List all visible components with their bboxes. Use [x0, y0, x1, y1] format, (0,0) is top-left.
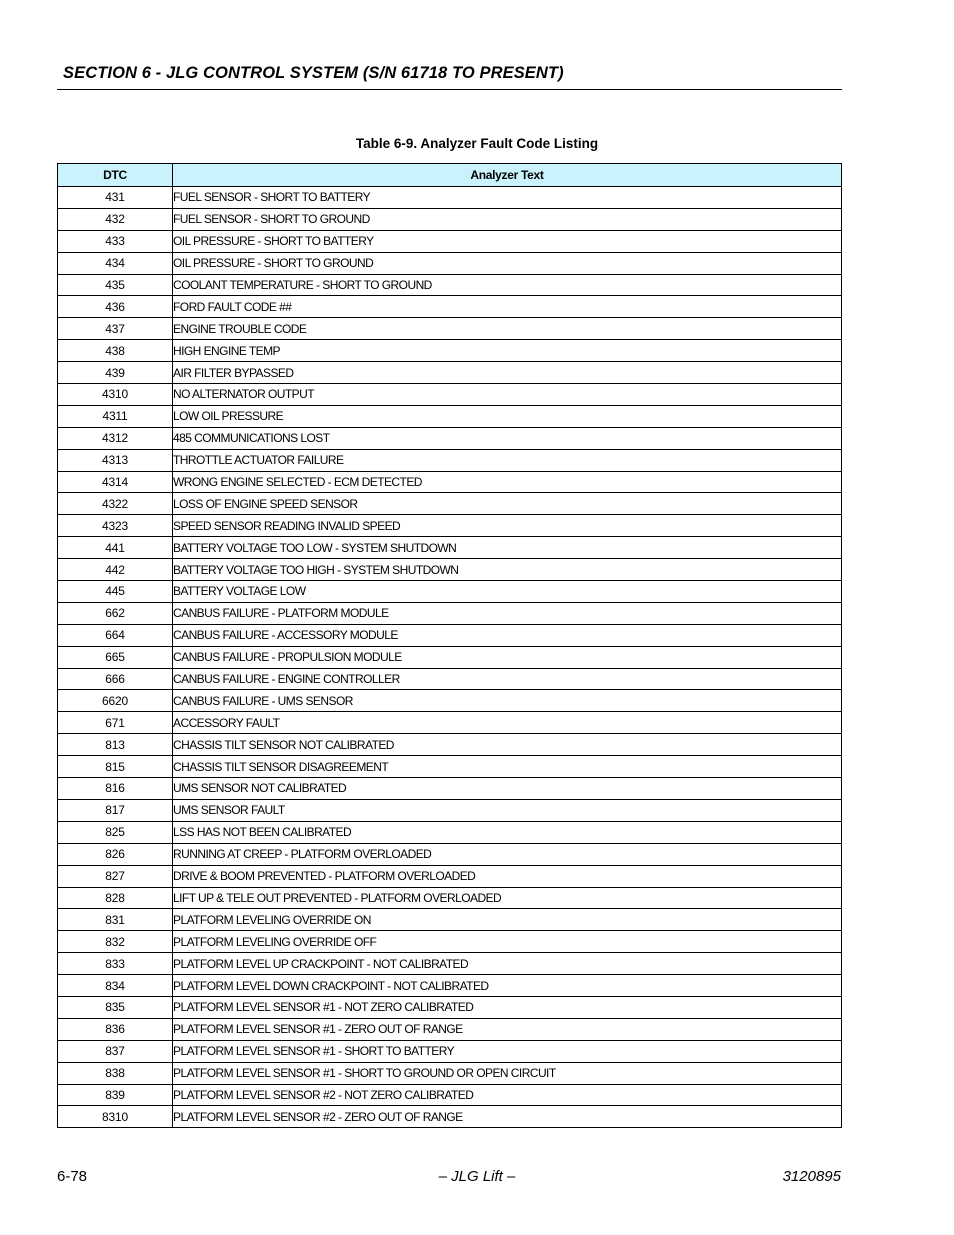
analyzer-text-cell: OIL PRESSURE - SHORT TO BATTERY — [173, 230, 842, 252]
dtc-cell: 826 — [58, 843, 173, 865]
table-row — [58, 471, 842, 493]
dtc-cell: 4323 — [58, 515, 173, 537]
dtc-cell: 825 — [58, 821, 173, 843]
footer-brand: – JLG Lift – — [438, 1168, 516, 1185]
table-row — [58, 493, 842, 515]
table-row — [58, 296, 842, 318]
dtc-cell: 833 — [58, 953, 173, 975]
analyzer-text-cell: CANBUS FAILURE - ACCESSORY MODULE — [173, 624, 842, 646]
table-row — [58, 384, 842, 406]
dtc-cell: 832 — [58, 931, 173, 953]
table-row — [58, 996, 842, 1018]
dtc-cell: 838 — [58, 1062, 173, 1084]
section-title: SECTION 6 - JLG CONTROL SYSTEM (S/N 61718 TO PRESENT) — [63, 64, 564, 82]
dtc-cell: 831 — [58, 909, 173, 931]
analyzer-text-cell: ENGINE TROUBLE CODE — [173, 318, 842, 340]
table-row — [58, 690, 842, 712]
analyzer-text-cell: PLATFORM LEVEL SENSOR #1 - NOT ZERO CALIBRATED — [173, 996, 842, 1018]
table-row — [58, 646, 842, 668]
dtc-cell: 436 — [58, 296, 173, 318]
dtc-cell: 664 — [58, 624, 173, 646]
page-number: 6-78 — [57, 1168, 88, 1185]
dtc-cell: 4310 — [58, 384, 173, 406]
analyzer-text-cell: PLATFORM LEVELING OVERRIDE ON — [173, 909, 842, 931]
table-row — [58, 1040, 842, 1062]
analyzer-text-cell: THROTTLE ACTUATOR FAILURE — [173, 449, 842, 471]
table-row — [58, 559, 842, 581]
analyzer-text-cell: CANBUS FAILURE - PROPULSION MODULE — [173, 646, 842, 668]
table-row — [58, 362, 842, 384]
table-body — [58, 187, 842, 1128]
analyzer-text-cell: PLATFORM LEVEL UP CRACKPOINT - NOT CALIBRATED — [173, 953, 842, 975]
dtc-cell: 433 — [58, 230, 173, 252]
table-row — [58, 843, 842, 865]
analyzer-text-cell: DRIVE & BOOM PREVENTED - PLATFORM OVERLOADED — [173, 865, 842, 887]
table-row — [58, 734, 842, 756]
fault-code-table — [57, 163, 842, 1128]
analyzer-text-cell: LOW OIL PRESSURE — [173, 405, 842, 427]
table-row — [58, 821, 842, 843]
dtc-cell: 828 — [58, 887, 173, 909]
table-row — [58, 953, 842, 975]
dtc-cell: 836 — [58, 1018, 173, 1040]
dtc-cell: 439 — [58, 362, 173, 384]
analyzer-text-cell: FUEL SENSOR - SHORT TO GROUND — [173, 208, 842, 230]
dtc-cell: 438 — [58, 340, 173, 362]
table-row — [58, 799, 842, 821]
analyzer-text-cell: FORD FAULT CODE ## — [173, 296, 842, 318]
table-row — [58, 515, 842, 537]
analyzer-text-cell: FUEL SENSOR - SHORT TO BATTERY — [173, 187, 842, 209]
table-row — [58, 865, 842, 887]
dtc-cell: 432 — [58, 208, 173, 230]
dtc-cell: 835 — [58, 996, 173, 1018]
analyzer-text-cell: 485 COMMUNICATIONS LOST — [173, 427, 842, 449]
analyzer-text-cell: LSS HAS NOT BEEN CALIBRATED — [173, 821, 842, 843]
analyzer-text-cell: BATTERY VOLTAGE TOO LOW - SYSTEM SHUTDOWN — [173, 537, 842, 559]
header-divider — [57, 89, 842, 90]
table-row — [58, 756, 842, 778]
analyzer-text-cell: COOLANT TEMPERATURE - SHORT TO GROUND — [173, 274, 842, 296]
table-row — [58, 318, 842, 340]
dtc-cell: 665 — [58, 646, 173, 668]
analyzer-text-cell: PLATFORM LEVEL DOWN CRACKPOINT - NOT CALIBRATED — [173, 975, 842, 997]
analyzer-text-cell: PLATFORM LEVEL SENSOR #1 - SHORT TO BATTERY — [173, 1040, 842, 1062]
analyzer-text-cell: PLATFORM LEVEL SENSOR #1 - SHORT TO GROUND OR OPEN CIRCUIT — [173, 1062, 842, 1084]
column-header-analyzer-text: Analyzer Text — [173, 164, 842, 187]
table-row — [58, 208, 842, 230]
analyzer-text-cell: HIGH ENGINE TEMP — [173, 340, 842, 362]
analyzer-text-cell: RUNNING AT CREEP - PLATFORM OVERLOADED — [173, 843, 842, 865]
analyzer-text-cell: LOSS OF ENGINE SPEED SENSOR — [173, 493, 842, 515]
table-row — [58, 537, 842, 559]
dtc-cell: 4322 — [58, 493, 173, 515]
table-row — [58, 909, 842, 931]
analyzer-text-cell: PLATFORM LEVEL SENSOR #1 - ZERO OUT OF RANGE — [173, 1018, 842, 1040]
dtc-cell: 815 — [58, 756, 173, 778]
table-row — [58, 1018, 842, 1040]
table-row — [58, 1106, 842, 1128]
table-title: Table 6-9. Analyzer Fault Code Listing — [355, 136, 599, 151]
table-row — [58, 712, 842, 734]
dtc-cell: 837 — [58, 1040, 173, 1062]
dtc-cell: 4311 — [58, 405, 173, 427]
analyzer-text-cell: PLATFORM LEVEL SENSOR #2 - NOT ZERO CALIBRATED — [173, 1084, 842, 1106]
analyzer-text-cell: CANBUS FAILURE - UMS SENSOR — [173, 690, 842, 712]
table-row — [58, 252, 842, 274]
analyzer-text-cell: OIL PRESSURE - SHORT TO GROUND — [173, 252, 842, 274]
table-row — [58, 187, 842, 209]
dtc-cell: 4313 — [58, 449, 173, 471]
table-row — [58, 624, 842, 646]
dtc-cell: 671 — [58, 712, 173, 734]
dtc-cell: 817 — [58, 799, 173, 821]
analyzer-text-cell: CHASSIS TILT SENSOR DISAGREEMENT — [173, 756, 842, 778]
dtc-cell: 8310 — [58, 1106, 173, 1128]
analyzer-text-cell: UMS SENSOR NOT CALIBRATED — [173, 778, 842, 800]
table-row — [58, 1084, 842, 1106]
analyzer-text-cell: WRONG ENGINE SELECTED - ECM DETECTED — [173, 471, 842, 493]
dtc-cell: 827 — [58, 865, 173, 887]
dtc-cell: 666 — [58, 668, 173, 690]
dtc-cell: 4314 — [58, 471, 173, 493]
analyzer-text-cell: NO ALTERNATOR OUTPUT — [173, 384, 842, 406]
dtc-cell: 816 — [58, 778, 173, 800]
analyzer-text-cell: CANBUS FAILURE - PLATFORM MODULE — [173, 602, 842, 624]
analyzer-text-cell: BATTERY VOLTAGE LOW — [173, 581, 842, 603]
table-row — [58, 427, 842, 449]
dtc-cell: 441 — [58, 537, 173, 559]
table-row — [58, 340, 842, 362]
table-row — [58, 668, 842, 690]
dtc-cell: 442 — [58, 559, 173, 581]
dtc-cell: 813 — [58, 734, 173, 756]
column-header-dtc: DTC — [58, 164, 173, 187]
analyzer-text-cell: PLATFORM LEVEL SENSOR #2 - ZERO OUT OF RANGE — [173, 1106, 842, 1128]
table-row — [58, 1062, 842, 1084]
dtc-cell: 435 — [58, 274, 173, 296]
dtc-cell: 445 — [58, 581, 173, 603]
analyzer-text-cell: ACCESSORY FAULT — [173, 712, 842, 734]
table-row — [58, 602, 842, 624]
table-row — [58, 405, 842, 427]
dtc-cell: 839 — [58, 1084, 173, 1106]
dtc-cell: 431 — [58, 187, 173, 209]
dtc-cell: 437 — [58, 318, 173, 340]
analyzer-text-cell: AIR FILTER BYPASSED — [173, 362, 842, 384]
analyzer-text-cell: LIFT UP & TELE OUT PREVENTED - PLATFORM OVERLOADED — [173, 887, 842, 909]
document-number: 3120895 — [782, 1168, 841, 1185]
table-row — [58, 230, 842, 252]
dtc-cell: 434 — [58, 252, 173, 274]
dtc-cell: 662 — [58, 602, 173, 624]
dtc-cell: 834 — [58, 975, 173, 997]
analyzer-text-cell: PLATFORM LEVELING OVERRIDE OFF — [173, 931, 842, 953]
table-row — [58, 274, 842, 296]
table-row — [58, 778, 842, 800]
dtc-cell: 6620 — [58, 690, 173, 712]
table-row — [58, 931, 842, 953]
analyzer-text-cell: UMS SENSOR FAULT — [173, 799, 842, 821]
analyzer-text-cell: CHASSIS TILT SENSOR NOT CALIBRATED — [173, 734, 842, 756]
dtc-cell: 4312 — [58, 427, 173, 449]
table-row — [58, 581, 842, 603]
analyzer-text-cell: BATTERY VOLTAGE TOO HIGH - SYSTEM SHUTDOWN — [173, 559, 842, 581]
table-row — [58, 975, 842, 997]
table-row — [58, 887, 842, 909]
table-row — [58, 449, 842, 471]
analyzer-text-cell: SPEED SENSOR READING INVALID SPEED — [173, 515, 842, 537]
table-header-row — [58, 164, 842, 187]
analyzer-text-cell: CANBUS FAILURE - ENGINE CONTROLLER — [173, 668, 842, 690]
